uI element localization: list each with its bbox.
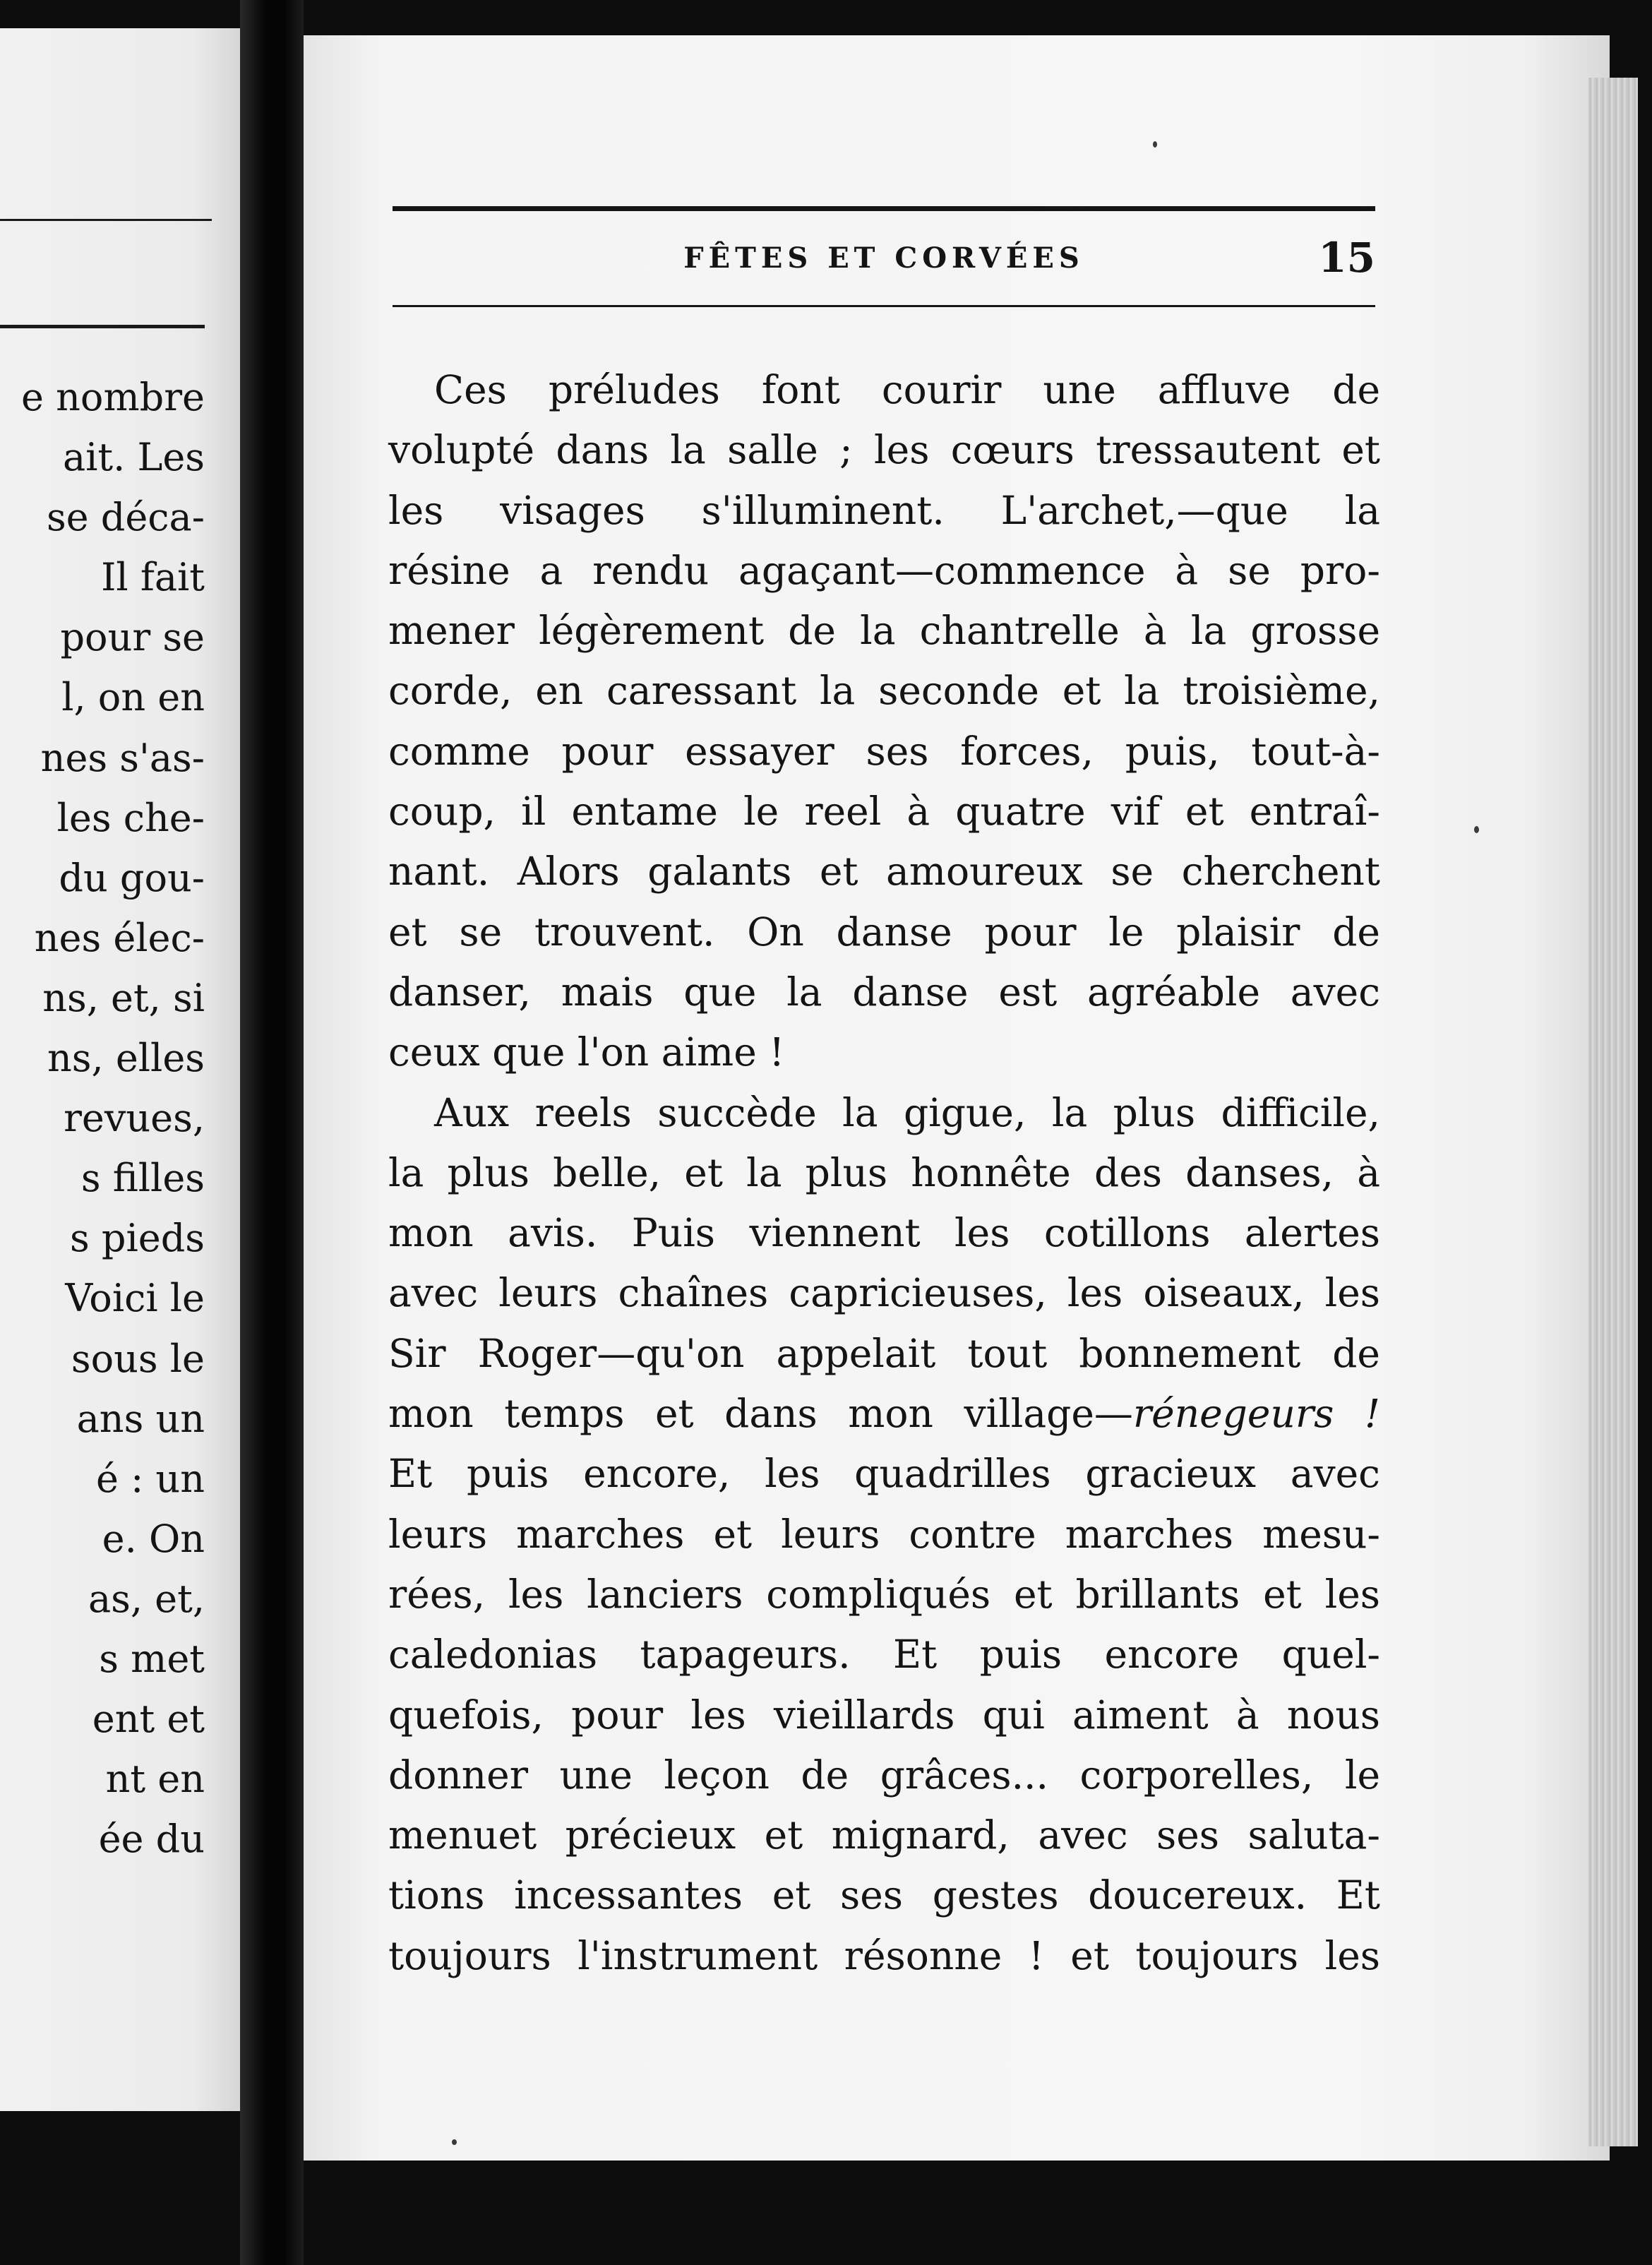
text-line: résine a rendu agaçant—commence à se pro- [388, 547, 1380, 593]
text-line: donner une leçon de grâces... corporelles, le [388, 1752, 1380, 1798]
text-line: toujours l'instrument résonne ! et toujours les [388, 1932, 1380, 1978]
text-line: nant. Alors galants et amoureux se cherchent [388, 849, 1380, 895]
previous-page-line: s pieds [70, 1216, 205, 1261]
header-underline [393, 305, 1375, 307]
previous-page-line: revues, [64, 1096, 205, 1141]
text-line: volupté dans la salle ; les cœurs tressautent et [388, 427, 1380, 473]
previous-page-line: Il fait [101, 555, 205, 600]
text-line: Aux reels succède la gigue, la plus difficile, [434, 1089, 1380, 1135]
text-line: menuet précieux et mignard, avec ses saluta- [388, 1812, 1380, 1858]
header-rule [393, 206, 1375, 211]
previous-page-line: du gou- [59, 855, 205, 900]
previous-page-line: nt en [105, 1757, 205, 1802]
previous-page-line: sous le [71, 1336, 205, 1381]
text-line: Et puis encore, les quadrilles gracieux avec [388, 1451, 1380, 1497]
previous-page-line: ans un [76, 1396, 205, 1441]
text-line: la plus belle, et la plus honnête des danses, à [388, 1149, 1380, 1195]
text-line: et se trouvent. On danse pour le plaisir de [388, 909, 1380, 955]
previous-page-line: ns, elles [47, 1036, 205, 1081]
previous-page-line: s met [99, 1636, 205, 1681]
previous-page-line: l, on en [61, 675, 205, 720]
previous-page-line: ait. Les [62, 435, 205, 480]
text-line: corde, en caressant la seconde et la troisième, [388, 668, 1380, 714]
body-text [388, 360, 1380, 1986]
text-line: mon avis. Puis viennent les cotillons alertes [388, 1210, 1380, 1256]
previous-page-line: ent et [92, 1697, 205, 1742]
previous-page-line: se déca- [46, 495, 205, 540]
previous-page-line: s filles [80, 1156, 205, 1201]
book-gutter [240, 0, 304, 2265]
previous-page-line: ée du [98, 1817, 205, 1862]
paper-speck [452, 2139, 457, 2145]
text-line: rées, les lanciers compliqués et brillants et les [388, 1571, 1380, 1617]
text-line: leurs marches et leurs contre marches mesu- [388, 1511, 1380, 1557]
previous-page-line: ns, et, si [42, 975, 205, 1020]
running-title: FÊTES ET CORVÉES [683, 241, 1084, 275]
page-edge [1588, 78, 1638, 2146]
text-line: danser, mais que la danse est agréable avec [388, 969, 1380, 1015]
previous-page-line: pour se [60, 615, 205, 660]
italic-word: rénegeurs ! [1132, 1391, 1380, 1437]
text-line: ceux que l'on aime ! [388, 1029, 785, 1075]
text-line: comme pour essayer ses forces, puis, tout-à- [388, 728, 1380, 774]
previous-page-line: e nombre [21, 375, 205, 419]
previous-page-line: é : un [95, 1456, 205, 1501]
text-line: caledonias tapageurs. Et puis encore quel- [388, 1632, 1380, 1678]
previous-page-line: as, et, [88, 1576, 205, 1621]
previous-page-header-rule [0, 219, 212, 221]
text-line: les visages s'illuminent. L'archet,—que la [388, 487, 1380, 533]
text-line: mon temps et dans mon village—rénegeurs ! [388, 1391, 1380, 1437]
previous-page-line: e. On [102, 1516, 205, 1561]
previous-page-line: nes s'as- [40, 735, 205, 780]
previous-page-header-underline [0, 325, 205, 328]
paper-speck [1153, 141, 1157, 148]
text-line: quefois, pour les vieillards qui aiment à nous [388, 1692, 1380, 1738]
text-line: coup, il entame le reel à quatre vif et entraî- [388, 789, 1380, 835]
page-number: 15 [1318, 234, 1375, 282]
paper-speck [1474, 826, 1479, 833]
previous-page-line: Voici le [65, 1276, 205, 1321]
text-line: tions incessantes et ses gestes doucereux. Et [388, 1872, 1380, 1918]
previous-page-text [0, 367, 205, 1869]
text-line: Ces préludes font courir une affluve de [434, 367, 1380, 412]
text-line: avec leurs chaînes capricieuses, les oiseaux, les [388, 1270, 1380, 1316]
previous-page [0, 28, 240, 2111]
text-line: mener légèrement de la chantrelle à la grosse [388, 608, 1380, 654]
previous-page-line: nes élec- [34, 915, 205, 960]
text-line: Sir Roger—qu'on appelait tout bonnement de [388, 1330, 1380, 1376]
previous-page-line: les che- [56, 795, 205, 840]
